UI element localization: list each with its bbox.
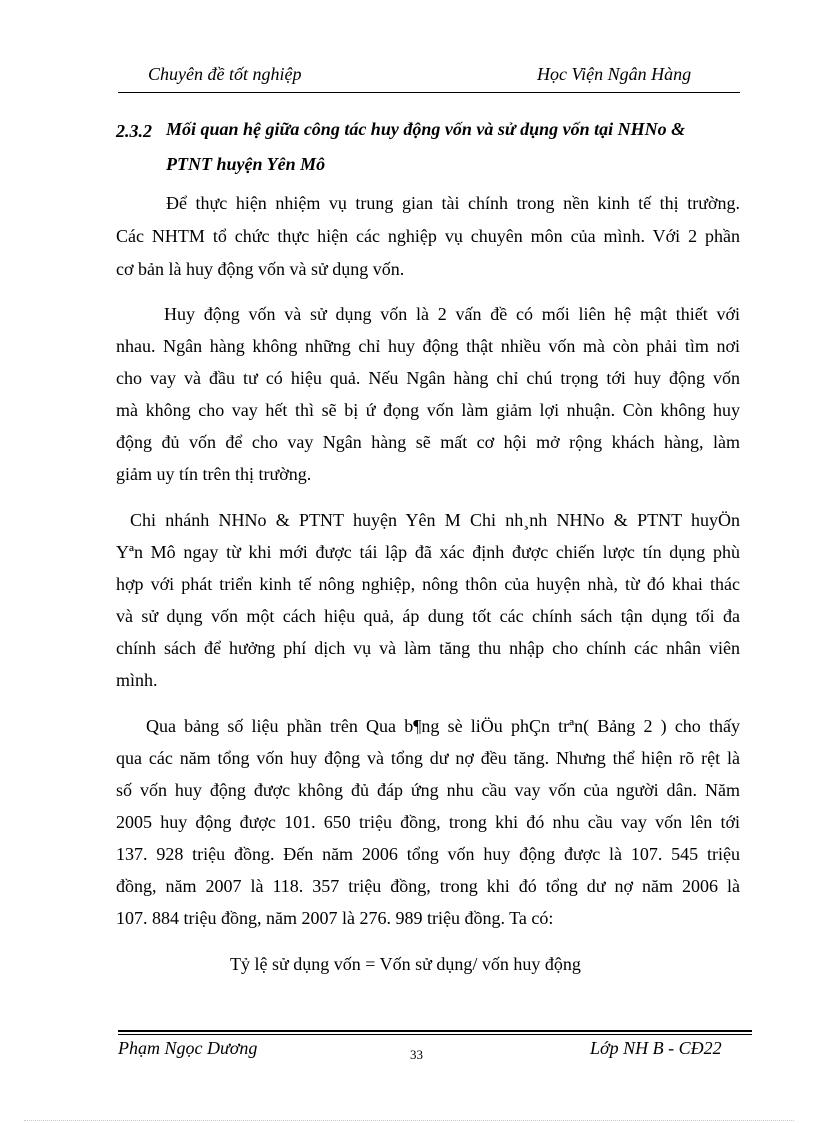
- header-title-left: Chuyên đề tốt nghiệp: [148, 64, 302, 84]
- paragraph-4-line: 137. 928 triệu đồng. Đến năm 2006 tổng vốn huy động được là 107. 545 triệu: [116, 844, 740, 864]
- paragraph-4-line: đồng, năm 2007 là 118. 357 triệu đồng, trong khi đó tổng dư nợ năm 2006 là: [116, 876, 740, 896]
- paragraph-4-line: Qua bảng số liệu phần trên Qua b¶ng sè liÖu phÇn trªn( Bảng 2 ) cho thấy: [146, 716, 740, 736]
- paragraph-4-line: số vốn huy động được không đủ đáp ứng nhu cầu vay vốn của người dân. Năm: [116, 780, 740, 800]
- page-number: 33: [410, 1047, 423, 1062]
- paragraph-3-line: hợp với phát triển kinh tế nông nghiệp, nông thôn của huyện nhà, từ đó khai thác: [116, 574, 740, 594]
- footer-divider: [118, 1030, 752, 1032]
- paragraph-3-line: Chi nhánh NHNo & PTNT huyện Yên M Chi nh¸nh NHNo & PTNT huyÖn: [130, 510, 740, 530]
- paragraph-1-line: cơ bản là huy động vốn và sử dụng vốn.: [116, 259, 405, 279]
- paragraph-1-line: Để thực hiện nhiệm vụ trung gian tài chính trong nền kinh tế thị trường.: [166, 193, 740, 213]
- paragraph-2-line: giảm uy tín trên thị trường.: [116, 464, 312, 484]
- header-title-right: Học Viện Ngân Hàng: [537, 64, 692, 84]
- paragraph-3-line: chính sách để hưởng phí dịch vụ và làm tăng thu nhập cho chính các nhân viên: [116, 638, 740, 658]
- formula: Tỷ lệ sử dụng vốn = Vốn sử dụng/ vốn huy động: [230, 954, 581, 974]
- page-edge-divider: [24, 1120, 794, 1121]
- paragraph-3-line: Yªn Mô ngay từ khi mới được tái lập đã xác định được chiến lược tín dụng phù: [116, 542, 740, 562]
- paragraph-3-line: mình.: [116, 670, 158, 690]
- paragraph-2-line: Huy động vốn và sử dụng vốn là 2 vấn đề có mối liên hệ mật thiết với: [164, 304, 740, 324]
- header-divider: [118, 92, 740, 93]
- paragraph-2-line: động đủ vốn để cho vay Ngân hàng sẽ mất cơ hội mở rộng khách hàng, làm: [116, 432, 740, 452]
- paragraph-3-line: và sử dụng vốn một cách hiệu quả, áp dung tốt các chính sách tận dụng tối đa: [116, 606, 740, 626]
- footer-author: Phạm Ngọc Dương: [118, 1038, 258, 1058]
- paragraph-2-line: mà không cho vay hết thì sẽ bị ứ đọng vốn làm giảm lợi nhuận. Còn không huy: [116, 400, 740, 420]
- section-number: 2.3.2: [116, 121, 152, 141]
- paragraph-1-line: Các NHTM tổ chức thực hiện các nghiệp vụ chuyên môn của mình. Với 2 phần: [116, 226, 740, 246]
- paragraph-4-line: qua các năm tổng vốn huy động và tổng dư nợ đều tăng. Nhưng thể hiện rõ rệt là: [116, 748, 740, 768]
- paragraph-2-line: cho vay và đầu tư có hiệu quả. Nếu Ngân hàng chỉ chú trọng tới huy động vốn: [116, 368, 740, 388]
- paragraph-4-line: 2005 huy động được 101. 650 triệu đồng, trong khi đó nhu cầu vay vốn lên tới: [116, 812, 740, 832]
- section-title-line1: Mối quan hệ giữa công tác huy động vốn và sử dụng vốn tại NHNo &: [166, 119, 686, 139]
- footer-divider: [118, 1034, 752, 1035]
- paragraph-2-line: nhau. Ngân hàng không những chỉ huy động thật nhiều vốn mà còn phải tìm nơi: [116, 336, 740, 356]
- footer-class-label: Lớp NH B - CĐ22: [590, 1038, 722, 1058]
- paragraph-4-line: 107. 884 triệu đồng, năm 2007 là 276. 989 triệu đồng. Ta có:: [116, 908, 554, 928]
- section-title-line2: PTNT huyện Yên Mô: [166, 154, 326, 174]
